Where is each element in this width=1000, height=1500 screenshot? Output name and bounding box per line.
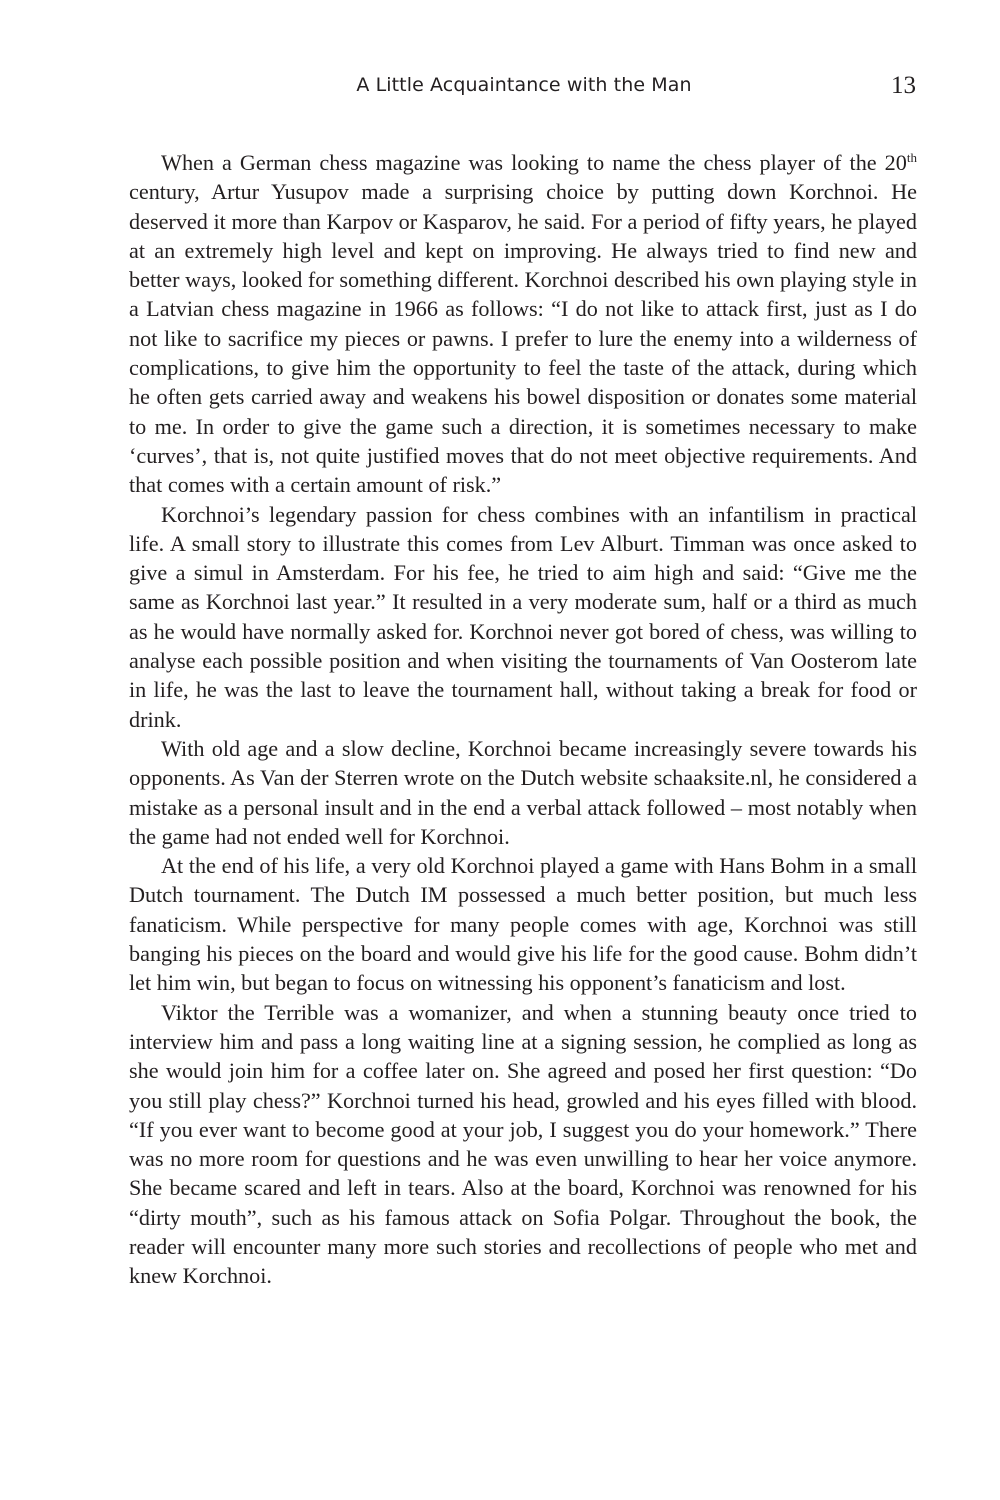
- running-head-title: A Little Acquaintance with the Man: [356, 74, 692, 96]
- paragraph-2: Korchnoi’s legendary passion for chess combines with an infantilism in practical life. A small story to illustrate this comes from Lev Alburt. Timman was once asked to give a simul in Amsterdam. For his fee, he tried to aim high and said: “Give me the same as Korchnoi last year.” It resulted in a very moderate sum, half or a third as much as he would have normally asked for. Korchnoi never got bored of chess, was willing to analyse each possible position and when visiting the tournaments of Van Oosterom late in life, he was the last to leave the tournament hall, without taking a break for food or drink.: [129, 501, 917, 732]
- paragraph-1-part-b: century, Artur Yusupov made a surprising choice by putting down Korchnoi. He deserved it more than Karpov or Kasparov, he said. For a period of fifty years, he played at an extremely high level and kept on improving. He always tried to find new and better ways, looked for something different. Korchnoi described his own playing style in a Latvian chess magazine in 1966 as follows: “I do not like to attack first, just as I do not like to sacrifice my pieces or pawns. I prefer to lure the enemy into a wilderness of complications, to give him the opportunity to feel the taste of the attack, during which he often gets carried away and weakens his bowel disposition or donates some material to me. In order to give the game such a direction, it is sometimes necessary to make ‘curves’, that is, not quite justified moves that do not meet objective requirements. And that comes with a certain amount of risk.”: [129, 179, 917, 498]
- ordinal-superscript: th: [906, 150, 917, 165]
- body-text: [129, 148, 917, 1291]
- paragraph-4: At the end of his life, a very old Korchnoi played a game with Hans Bohm in a small Dutch tournament. The Dutch IM possessed a much better position, but much less fanaticism. While perspective for many people comes with age, Korchnoi was still banging his pieces on the board and would give his life for the good cause. Bohm didn’t let him win, but began to focus on witnessing his opponent’s fanaticism and lost.: [129, 853, 917, 996]
- page-number: 13: [891, 72, 916, 99]
- paragraph-1-part-a: When a German chess magazine was looking to name the chess player of the 20: [161, 150, 907, 175]
- paragraph-3: With old age and a slow decline, Korchnoi became increasingly severe towards his opponents. As Van der Sterren wrote on the Dutch website schaaksite.nl, he considered a mistake as a personal insult and in the end a verbal attack followed – most notably when the game had not ended well for Korchnoi.: [129, 735, 917, 849]
- paragraph-1: [129, 148, 917, 500]
- paragraph-5: Viktor the Terrible was a womanizer, and when a stunning beauty once tried to interview him and pass a long waiting line at a signing session, he complied as long as she would join him for a coffee later on. She agreed and posed her first question: “Do you still play chess?” Korchnoi turned his head, growled and his eyes filled with blood. “If you ever want to become good at your job, I suggest you do your homework.” There was no more room for questions and he was even unwilling to hear her voice anymore. She became scared and left in tears. Also at the board, Korchnoi was renowned for his “dirty mouth”, such as his famous attack on Sofia Polgar. Throughout the book, the reader will encounter many more such stories and recollections of people who met and knew Korchnoi.: [129, 999, 917, 1289]
